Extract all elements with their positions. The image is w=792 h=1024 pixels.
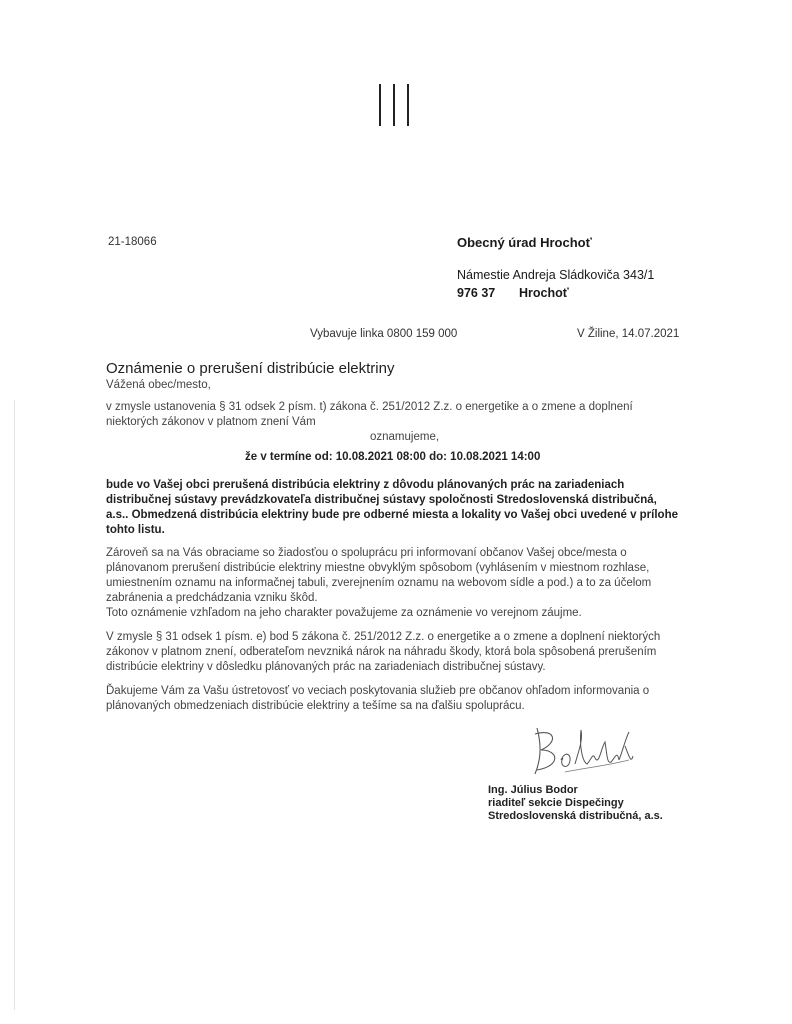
signatory-company: Stredoslovenská distribučná, a.s. bbox=[488, 810, 663, 822]
scan-edge-line bbox=[14, 400, 15, 1010]
cooperation-text: Zároveň sa na Vás obraciame so žiadosťou o spoluprácu pri informovaní občanov Vašej obce/mesta o plánovanom prerušení distribúcie elektriny miestne obvyklým spôsobom (vyhlásením v miestnom rozhlase, umiestnením oznamu na informačnej tabuli, zverejnením oznamu na webovom sídle a pod.) a to za účelom zabránenia a predchádzania vzniku škôd. bbox=[106, 547, 652, 604]
public-interest-text: Toto oznámenie vzhľadom na jeho charakter považujeme za oznámenie vo verejnom záujme. bbox=[106, 607, 582, 619]
cooperation-paragraph bbox=[106, 546, 691, 621]
announce-word: oznamujeme, bbox=[370, 431, 440, 443]
salutation: Vážená obec/mesto, bbox=[106, 379, 211, 391]
legal-paragraph: V zmysle § 31 odsek 1 písm. e) bod 5 zákona č. 251/2012 Z.z. o energetike a o zmene a doplnení niektorých zákonov v platnom znení, odberateľom nevzniká nárok na náhradu škody, ktorá bola spôsobená prerušením distribúcie elektriny v dôsledku plánovaných prác na zariadeniach distribučnej sústavy. bbox=[106, 631, 661, 673]
reference-number: 21-18066 bbox=[108, 236, 157, 248]
hotline-text: Vybavuje linka 0800 159 000 bbox=[310, 328, 458, 340]
thanks-paragraph: Ďakujeme Vám za Vašu ústretovosť vo veciach poskytovania služieb pre občanov ohľadom informovania o plánovaných obmedzeniach distribúcie elektriny a tešíme sa na ďalšiu spoluprácu. bbox=[106, 685, 650, 712]
signatory-name: Ing. Július Bodor bbox=[488, 784, 578, 796]
recipient-name: Obecný úrad Hrochoť bbox=[457, 235, 592, 250]
recipient-street: Námestie Andreja Sládkoviča 343/1 bbox=[457, 268, 655, 282]
handwritten-signature bbox=[525, 720, 637, 782]
intro-paragraph: v zmysle ustanovenia § 31 odsek 2 písm. t) zákona č. 251/2012 Z.z. o energetike a o zmene a doplnení niektorých zákonov v platnom znení Vám bbox=[106, 401, 633, 428]
recipient-postal-code: 976 37 bbox=[457, 286, 496, 300]
signatory-role: riaditeľ sekcie Dispečingy bbox=[488, 797, 624, 809]
letter-title: Oznámenie o prerušení distribúcie elektriny bbox=[106, 360, 395, 377]
outage-term: že v termíne od: 10.08.2021 08:00 do: 10.08.2021 14:00 bbox=[245, 451, 541, 463]
outage-description: bude vo Vašej obci prerušená distribúcia elektriny z dôvodu plánovaných prác na zariadeniach distribučnej sústavy prevádzkovateľa distribučnej sústavy spoločnosti Stredoslovenská distribučná, a.s.. Obmedzená distribúcia elektriny bude pre odberné miesta a lokality vo Vašej obci uvedené v prílohe tohto listu. bbox=[106, 479, 678, 536]
barcode-mark bbox=[377, 84, 413, 128]
place-date: V Žiline, 14.07.2021 bbox=[577, 328, 680, 340]
recipient-city: Hrochoť bbox=[519, 286, 569, 300]
